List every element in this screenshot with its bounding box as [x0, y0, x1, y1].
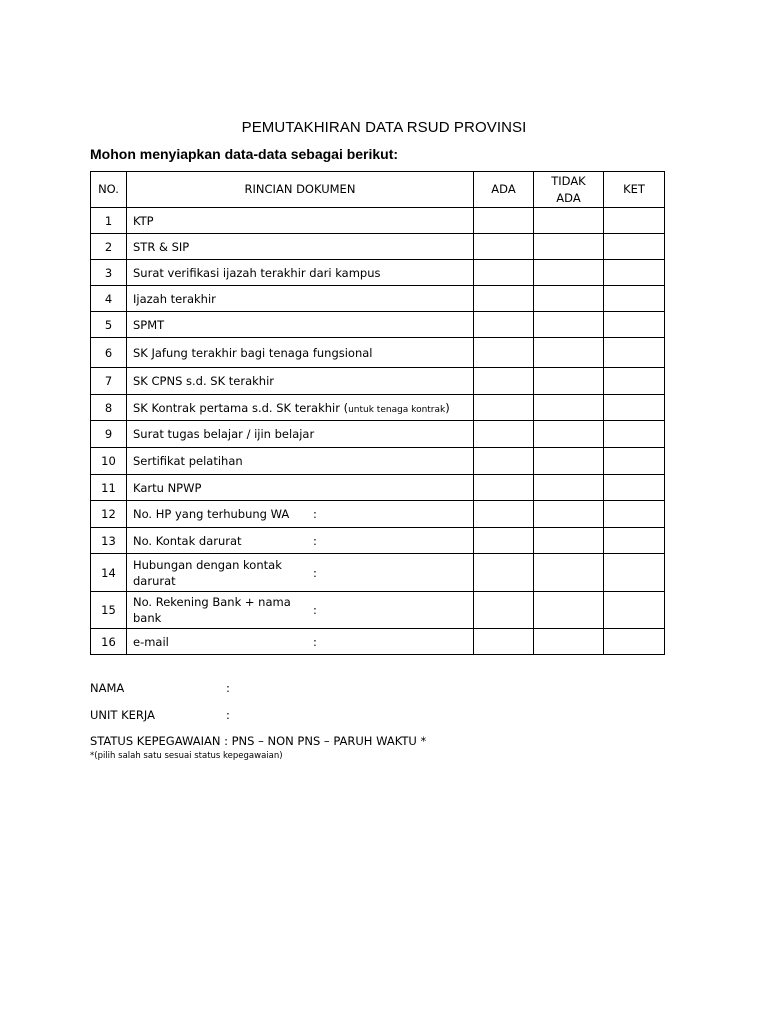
ket-cell[interactable] [604, 368, 665, 395]
checkbox-tidak-ada[interactable] [534, 629, 604, 655]
checkbox-tidak-ada[interactable] [534, 421, 604, 448]
nama-colon: : [226, 681, 230, 695]
document-subtitle: Mohon menyiapkan data-data sebagai berikut: [90, 146, 399, 162]
row-document-text: Ijazah terakhir [133, 291, 216, 306]
table-row [91, 592, 665, 629]
table-row [91, 208, 665, 234]
ket-cell[interactable] [604, 312, 665, 338]
row-document-text: Kartu NPWP [133, 480, 202, 495]
header-tidak-ada-line2: ADA [556, 190, 581, 205]
row-document [127, 592, 474, 629]
row-number: 5 [91, 312, 127, 338]
checkbox-ada[interactable] [474, 448, 534, 475]
header-rincian: RINCIAN DOKUMEN [127, 172, 474, 208]
unit-kerja-label: UNIT KERJA [90, 708, 155, 722]
status-kepegawaian-line: STATUS KEPEGAWAIAN : PNS – NON PNS – PARUH WAKTU * [90, 734, 427, 748]
table-row [91, 421, 665, 448]
ket-cell[interactable] [604, 286, 665, 312]
ket-cell[interactable] [604, 338, 665, 368]
row-document [127, 395, 474, 421]
row-document-text: SK Jafung terakhir bagi tenaga fungsional [133, 345, 373, 360]
checkbox-ada[interactable] [474, 528, 534, 554]
row-colon: : [313, 634, 317, 649]
checkbox-tidak-ada[interactable] [534, 368, 604, 395]
row-document [127, 286, 474, 312]
row-document [127, 208, 474, 234]
row-document-text: Sertifikat pelatihan [133, 454, 243, 468]
checkbox-tidak-ada[interactable] [534, 234, 604, 260]
unit-kerja-colon: : [226, 708, 230, 722]
ket-cell[interactable] [604, 208, 665, 234]
checkbox-ada[interactable] [474, 312, 534, 338]
row-document [127, 475, 474, 501]
header-tidak-ada-line1: TIDAK [551, 173, 586, 188]
table-row [91, 260, 665, 286]
row-number: 6 [91, 338, 127, 368]
row-colon: : [313, 507, 317, 521]
table-row [91, 312, 665, 338]
table-row [91, 629, 665, 655]
row-number: 13 [91, 528, 127, 554]
row-document-text: Surat tugas belajar / ijin belajar [133, 427, 315, 441]
row-document [127, 260, 474, 286]
table-row [91, 338, 665, 368]
checkbox-ada[interactable] [474, 260, 534, 286]
table-header-row [91, 172, 665, 208]
table-row [91, 501, 665, 528]
checkbox-ada[interactable] [474, 208, 534, 234]
table-row [91, 448, 665, 475]
row-document [127, 312, 474, 338]
row-number: 16 [91, 629, 127, 655]
row-document [127, 338, 474, 368]
row-document [127, 368, 474, 395]
checkbox-tidak-ada[interactable] [534, 528, 604, 554]
header-ket: KET [604, 172, 665, 208]
checkbox-ada[interactable] [474, 592, 534, 629]
document-checklist-table [90, 171, 665, 655]
row-document [127, 421, 474, 448]
ket-cell[interactable] [604, 592, 665, 629]
row-number: 3 [91, 260, 127, 286]
row-document-text: No. Kontak darurat [133, 533, 242, 548]
checkbox-ada[interactable] [474, 234, 534, 260]
row-number: 7 [91, 368, 127, 395]
row-document-text: Hubungan dengan kontak darurat [133, 557, 282, 588]
row-number: 11 [91, 475, 127, 501]
checkbox-tidak-ada[interactable] [534, 448, 604, 475]
checkbox-ada[interactable] [474, 368, 534, 395]
row-number: 4 [91, 286, 127, 312]
ket-cell[interactable] [604, 260, 665, 286]
row-number: 1 [91, 208, 127, 234]
row-document-text: No. HP yang terhubung WA [133, 507, 290, 521]
row-document-text: e-mail [133, 634, 169, 649]
row-colon: : [313, 533, 317, 548]
header-ada: ADA [474, 172, 534, 208]
row-number: 15 [91, 592, 127, 629]
status-footnote: *(pilih salah satu sesuai status kepegawaian) [90, 751, 283, 761]
row-document-note: untuk tenaga kontrak [348, 404, 446, 415]
ket-cell[interactable] [604, 395, 665, 421]
checkbox-ada[interactable] [474, 338, 534, 368]
checkbox-ada[interactable] [474, 554, 534, 592]
ket-cell[interactable] [604, 554, 665, 592]
row-document-note-close: ) [445, 400, 450, 415]
row-document-text: SPMT [133, 317, 165, 332]
row-number: 10 [91, 448, 127, 475]
row-document-text: SK CPNS s.d. SK terakhir [133, 374, 275, 388]
checkbox-tidak-ada[interactable] [534, 338, 604, 368]
checkbox-ada[interactable] [474, 286, 534, 312]
row-colon: : [313, 603, 317, 617]
row-document [127, 528, 474, 554]
table-row [91, 286, 665, 312]
checkbox-ada[interactable] [474, 475, 534, 501]
table-row [91, 554, 665, 592]
ket-cell[interactable] [604, 629, 665, 655]
checkbox-tidak-ada[interactable] [534, 475, 604, 501]
table-row [91, 475, 665, 501]
checkbox-tidak-ada[interactable] [534, 286, 604, 312]
ket-cell[interactable] [604, 448, 665, 475]
checkbox-tidak-ada[interactable] [534, 592, 604, 629]
row-document [127, 234, 474, 260]
ket-cell[interactable] [604, 234, 665, 260]
ket-cell[interactable] [604, 501, 665, 528]
row-number: 14 [91, 554, 127, 592]
ket-cell[interactable] [604, 475, 665, 501]
row-colon: : [313, 565, 317, 580]
checkbox-tidak-ada[interactable] [534, 260, 604, 286]
checkbox-ada[interactable] [474, 629, 534, 655]
table-row [91, 528, 665, 554]
checkbox-ada[interactable] [474, 395, 534, 421]
row-document [127, 554, 474, 592]
row-document [127, 629, 474, 655]
checkbox-tidak-ada[interactable] [534, 208, 604, 234]
header-tidak-ada [534, 172, 604, 208]
checkbox-tidak-ada[interactable] [534, 501, 604, 528]
header-no: NO. [91, 172, 127, 208]
checkbox-tidak-ada[interactable] [534, 395, 604, 421]
row-document-text: KTP [133, 213, 154, 228]
checkbox-tidak-ada[interactable] [534, 312, 604, 338]
row-number: 12 [91, 501, 127, 528]
row-number: 8 [91, 395, 127, 421]
row-document [127, 501, 474, 528]
checkbox-ada[interactable] [474, 421, 534, 448]
row-document-text: Surat verifikasi ijazah terakhir dari kampus [133, 265, 381, 280]
table-row [91, 368, 665, 395]
row-document-text: No. Rekening Bank + nama bank [133, 595, 291, 625]
table-row [91, 395, 665, 421]
document-title: PEMUTAKHIRAN DATA RSUD PROVINSI [241, 119, 527, 136]
checkbox-tidak-ada[interactable] [534, 554, 604, 592]
table-row [91, 234, 665, 260]
row-number: 2 [91, 234, 127, 260]
row-document [127, 448, 474, 475]
checkbox-ada[interactable] [474, 501, 534, 528]
row-number: 9 [91, 421, 127, 448]
ket-cell[interactable] [604, 528, 665, 554]
ket-cell[interactable] [604, 421, 665, 448]
row-document-text: SK Kontrak pertama s.d. SK terakhir ( [133, 400, 349, 415]
nama-label: NAMA [90, 681, 125, 695]
row-document-text: STR & SIP [133, 239, 190, 254]
